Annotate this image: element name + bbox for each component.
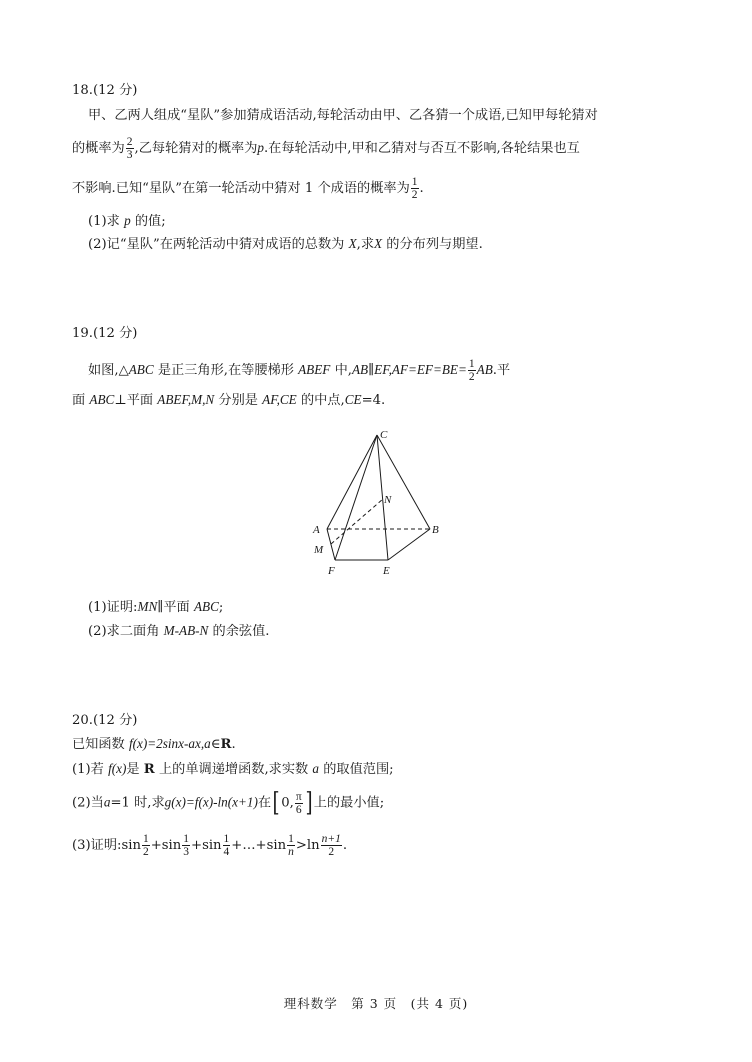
label-c: C bbox=[380, 429, 388, 441]
edge-cb bbox=[377, 435, 430, 529]
label-a: A bbox=[313, 524, 320, 536]
label-e: E bbox=[383, 565, 390, 577]
q19-part2: (2)求二面角 M-AB-N 的余弦值. bbox=[88, 623, 270, 639]
q18-line3: 不影响.已知“星队”在第一轮活动中猜对 1 个成语的概率为 $\frac{1}{2}$ . bbox=[72, 176, 424, 201]
q18-header: 18.(12 分) bbox=[72, 83, 138, 98]
edge-ca bbox=[327, 435, 377, 529]
fraction: $\frac{1}{2}$ bbox=[142, 833, 149, 858]
q20-header: 20.(12 分) bbox=[72, 713, 138, 728]
page-footer: 理科数学 第 3 页 (共 4 页) bbox=[283, 996, 469, 1011]
fraction: $\frac{n+1}{2}$ bbox=[321, 833, 341, 858]
q19-line1: 如图,△ABC 是正三角形,在等腰梯形 ABEF 中,AB∥EF,AF=EF=BE= $\frac{1}{2}$ AB.平 bbox=[88, 358, 511, 383]
fraction: $\frac{2}{3}$ bbox=[126, 136, 133, 161]
q20-part3: (3)证明:sin $\frac{1}{2}$ +sin $\frac{1}{3}$ +sin $\frac{1}{4}$ +…+sin $\frac{1}{n}$ >ln $\frac{n+1}{2}$ . bbox=[72, 833, 348, 858]
fraction: $\frac{1}{3}$ bbox=[183, 833, 190, 858]
segment-mn-dashed bbox=[331, 499, 383, 544]
label-f: F bbox=[328, 565, 335, 577]
label-n: N bbox=[384, 494, 392, 506]
q19-part1: (1)证明:MN∥平面 ABC; bbox=[88, 599, 224, 615]
fraction: $\frac{1}{n}$ bbox=[288, 833, 294, 858]
q18-part2: (2)记“星队”在两轮活动中猜对成语的总数为 X,求X 的分布列与期望. bbox=[88, 236, 483, 252]
q18-line2: 的概率为 $\frac{2}{3}$ ,乙每轮猜对的概率为p.在每轮活动中,甲和乙猜对与否互不影响,各轮结果也互 bbox=[72, 136, 580, 161]
fraction: $\frac{1}{4}$ bbox=[223, 833, 230, 858]
fraction: $\frac{1}{2}$ bbox=[411, 176, 418, 201]
q20-line1: 已知函数 f(x)=2sinx-ax,a∈R. bbox=[72, 736, 236, 752]
q18-line1: 甲、乙两人组成“星队”参加猜成语活动,每轮活动由甲、乙各猜一个成语,已知甲每轮猜对 bbox=[88, 108, 598, 123]
q20-part2: (2)当a=1 时,求g(x)=f(x)-ln(x+1)在[ 0, $\frac{\pi}{6}$ ] 上的最小值; bbox=[72, 788, 385, 818]
label-m: M bbox=[314, 544, 324, 556]
label-b: B bbox=[432, 524, 439, 536]
q20-part1: (1)若 f(x)是 R 上的单调递增函数,求实数 a 的取值范围; bbox=[72, 761, 394, 777]
fraction: $\frac{1}{2}$ bbox=[468, 358, 475, 383]
edge-af bbox=[327, 529, 335, 560]
pyramid-figure bbox=[300, 422, 460, 582]
q18-part1: (1)求 p 的值; bbox=[88, 213, 166, 229]
q19-header: 19.(12 分) bbox=[72, 326, 138, 341]
fraction: $\frac{\pi}{6}$ bbox=[295, 790, 302, 816]
edge-cf bbox=[335, 435, 377, 560]
edge-eb bbox=[388, 529, 430, 560]
q19-line2: 面 ABC⊥平面 ABEF,M,N 分别是 AF,CE 的中点,CE=4. bbox=[72, 392, 386, 408]
